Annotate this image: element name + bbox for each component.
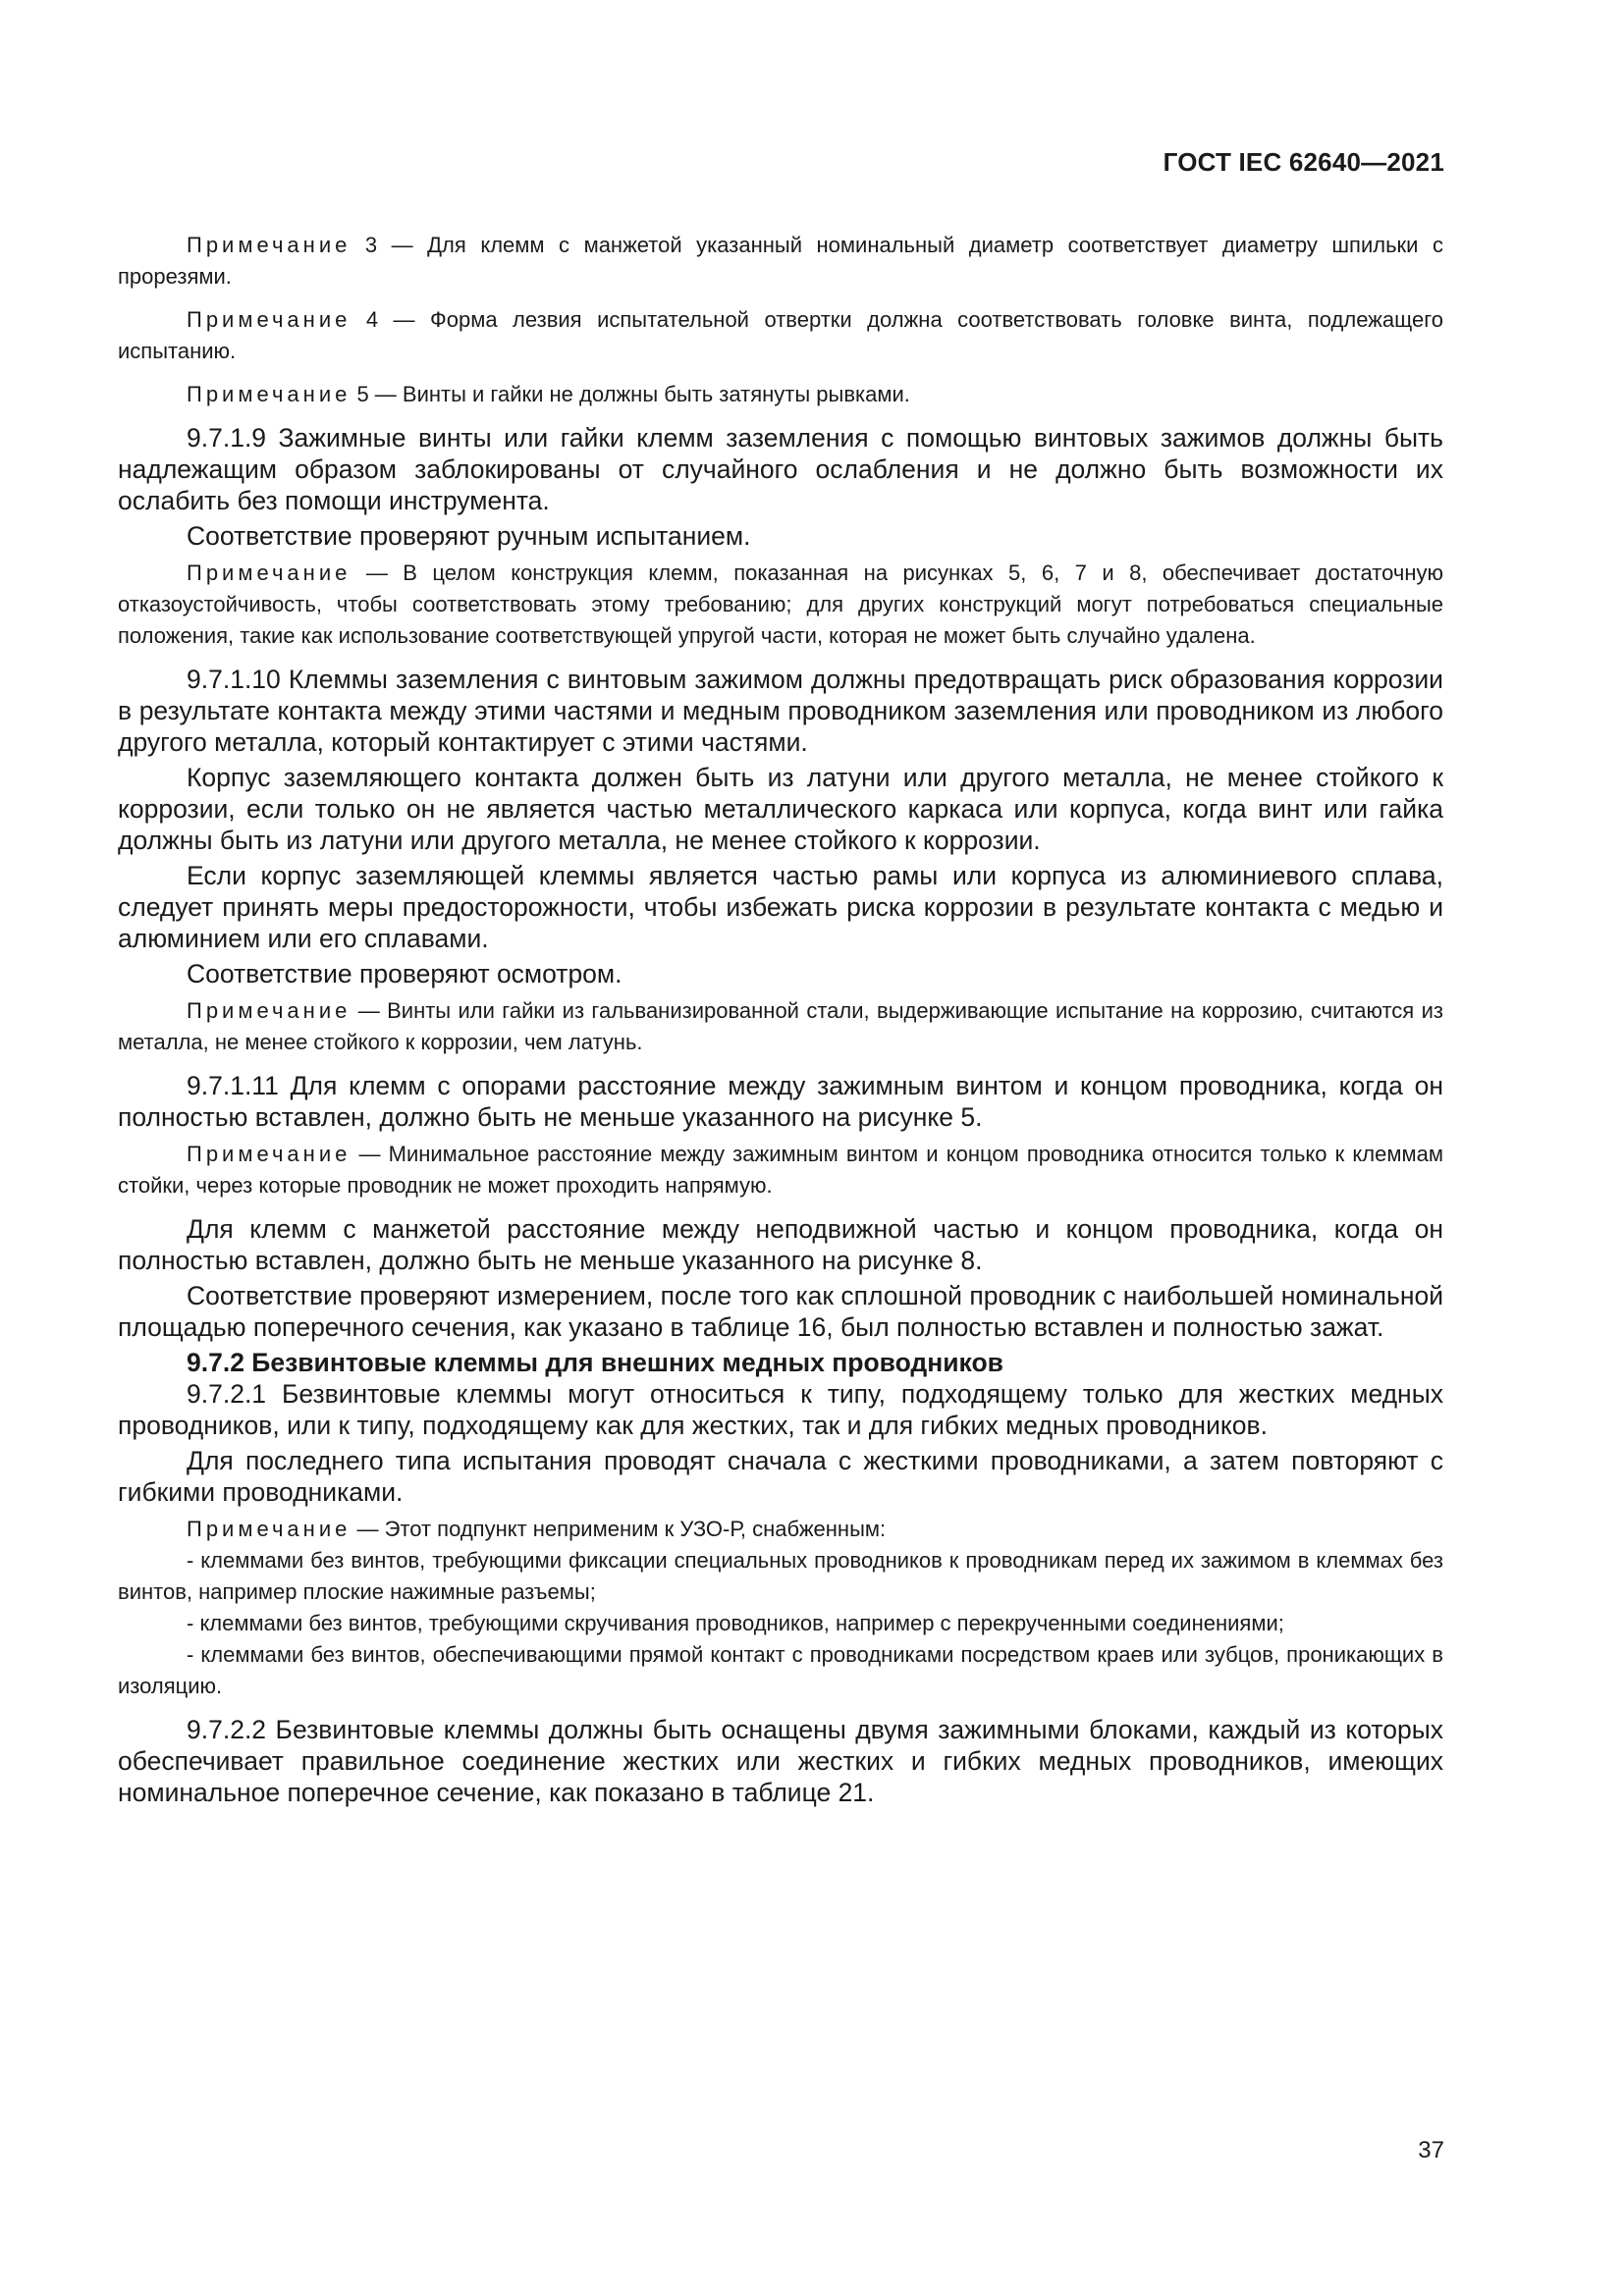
paragraph-97110-body: Корпус заземляющего контакта должен быть из латуни или другого металла, не менее стойкого к коррозии, если только он не является частью металлического каркаса или корпуса, когда винт или гайка должны быть из латуни или другого металла, не менее стойкого к коррозии. bbox=[118, 763, 1443, 855]
paragraph-9721-testing: Для последнего типа испытания проводят сначала с жесткими проводниками, а затем повторяют с гибкими проводниками. bbox=[118, 1446, 1443, 1507]
document-header: ГОСТ IEC 62640—2021 bbox=[1163, 147, 1444, 177]
page-number: 37 bbox=[1418, 2137, 1444, 2163]
note-5: Примечание 5 — Винты и гайки не должны быть затянуты рывками. bbox=[187, 382, 910, 406]
list-item: - клеммами без винтов, требующими фиксации специальных проводников к проводникам перед их зажимом в клеммах без винтов, например плоские нажимные разъемы; bbox=[118, 1548, 1443, 1604]
note-97111: Примечание — Минимальное расстояние между зажимным винтом и концом проводника относится только к клеммам стойки, через которые проводник не может проходить напрямую. bbox=[118, 1142, 1443, 1198]
paragraph-9719-compliance: Соответствие проверяют ручным испытанием. bbox=[187, 521, 751, 551]
paragraph-9722: 9.7.2.2 Безвинтовые клеммы должны быть оснащены двумя зажимными блоками, каждый из которых обеспечивает правильное соединение жестких или жестких и гибких медных проводников, имеющих номинальное поперечное сечение, как показано в таблице 21. bbox=[118, 1715, 1443, 1807]
list-item: - клеммами без винтов, требующими скручивания проводников, например с перекрученными соединениями; bbox=[187, 1611, 1284, 1635]
paragraph-97110: 9.7.1.10 Клеммы заземления с винтовым зажимом должны предотвращать риск образования коррозии в результате контакта между этими частями и медным проводником заземления или проводником из любого другого металла, который контактирует с этими частями. bbox=[118, 665, 1443, 757]
paragraph-97111-compliance: Соответствие проверяют измерением, после того как сплошной проводник с наибольшей номинальной площадью поперечного сечения, как указано в таблице 16, был полностью вставлен и полностью зажат. bbox=[118, 1281, 1443, 1342]
note-3: Примечание 3 — Для клемм с манжетой указанный номинальный диаметр соответствует диаметру шпильки с прорезями. bbox=[118, 233, 1443, 289]
note-9719: Примечание — В целом конструкция клемм, показанная на рисунках 5, 6, 7 и 8, обеспечивает достаточную отказоустойчивость, чтобы соответствовать этому требованию; для других конструкций могут потребоваться специальные положения, такие как использование соответствующей упругой части, которая не может быть случайно удалена. bbox=[118, 561, 1443, 648]
paragraph-97110-alloy: Если корпус заземляющей клеммы является частью рамы или корпуса из алюминиевого сплава, следует принять меры предосторожности, чтобы избежать риска коррозии в результате контакта с медью и алюминием или его сплавами. bbox=[118, 861, 1443, 953]
note-4: Примечание 4 — Форма лезвия испытательной отвертки должна соответствовать головке винта, подлежащего испытанию. bbox=[118, 307, 1443, 363]
paragraph-9719: 9.7.1.9 Зажимные винты или гайки клемм заземления с помощью винтовых зажимов должны быть надлежащим образом заблокированы от случайного ослабления и не должно быть возможности их ослабить без помощи инструмента. bbox=[118, 423, 1443, 515]
note-972-block bbox=[118, 1514, 1443, 1702]
paragraph-97111: 9.7.1.11 Для клемм с опорами расстояние между зажимным винтом и концом проводника, когда он полностью вставлен, должно быть не меньше указанного на рисунке 5. bbox=[118, 1071, 1443, 1132]
paragraph-97110-compliance: Соответствие проверяют осмотром. bbox=[187, 959, 623, 988]
section-heading-972: 9.7.2 Безвинтовые клеммы для внешних медных проводников bbox=[187, 1348, 1003, 1377]
paragraph-9721: 9.7.2.1 Безвинтовые клеммы могут относиться к типу, подходящему только для жестких медных проводников, или к типу, подходящему как для жестких, так и для гибких медных проводников. bbox=[118, 1379, 1443, 1440]
paragraph-97111-sleeve: Для клемм с манжетой расстояние между неподвижной частью и концом проводника, когда он полностью вставлен, должно быть не меньше указанного на рисунке 8. bbox=[118, 1214, 1443, 1275]
list-item: - клеммами без винтов, обеспечивающими прямой контакт с проводниками посредством краев или зубцов, проникающих в изоляцию. bbox=[118, 1642, 1443, 1698]
note-97110: Примечание — Винты или гайки из гальванизированной стали, выдерживающие испытание на коррозию, считаются из металла, не менее стойкого к коррозии, чем латунь. bbox=[118, 998, 1443, 1054]
page-content bbox=[118, 224, 1443, 1812]
note-972: Примечание — Этот подпункт неприменим к УЗО-Р, снабженным: bbox=[187, 1517, 887, 1541]
